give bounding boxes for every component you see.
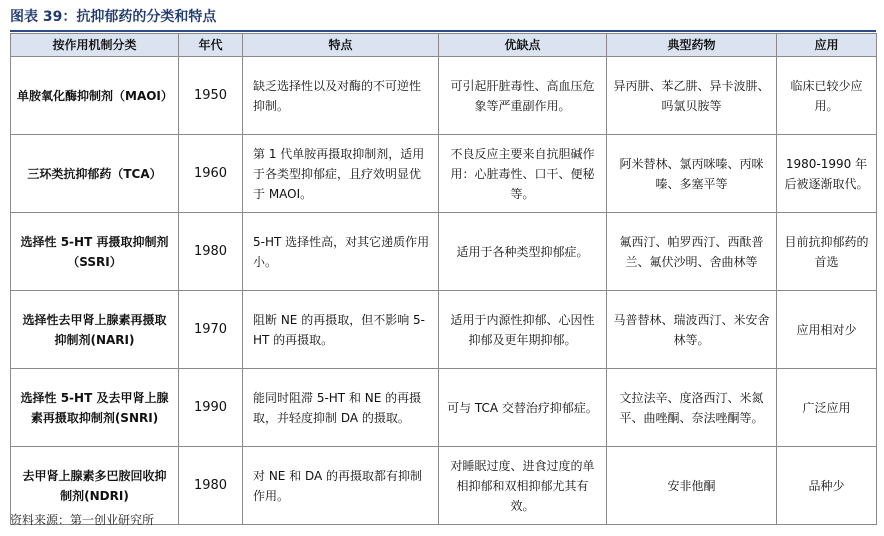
column-header: 年代 bbox=[179, 34, 243, 57]
figure-title: 图表 39：抗抑郁药的分类和特点 bbox=[10, 9, 217, 25]
application-cell: 目前抗抑郁药的首选 bbox=[777, 213, 877, 291]
category-cell: 三环类抗抑郁药（TCA） bbox=[11, 135, 179, 213]
drugs-cell: 阿米替林、氯丙咪嗪、丙咪嗪、多塞平等 bbox=[607, 135, 777, 213]
source-note: 资料来源：第一创业研究所 bbox=[10, 513, 155, 527]
table-row bbox=[11, 291, 877, 369]
drugs-cell: 氟西汀、帕罗西汀、西酞普兰、氟伏沙明、舍曲林等 bbox=[607, 213, 777, 291]
application-cell: 1980-1990 年后被逐渐取代。 bbox=[777, 135, 877, 213]
year-cell: 1970 bbox=[179, 291, 243, 369]
table-row bbox=[11, 57, 877, 135]
application-cell: 应用相对少 bbox=[777, 291, 877, 369]
application-cell: 广泛应用 bbox=[777, 369, 877, 447]
antidepressant-table bbox=[10, 33, 877, 525]
year-cell: 1980 bbox=[179, 447, 243, 525]
category-cell: 选择性 5-HT 及去甲肾上腺素再摄取抑制剂(SNRI) bbox=[11, 369, 179, 447]
category-cell: 选择性 5-HT 再摄取抑制剂（SSRI） bbox=[11, 213, 179, 291]
year-cell: 1980 bbox=[179, 213, 243, 291]
year-cell: 1990 bbox=[179, 369, 243, 447]
year-cell: 1950 bbox=[179, 57, 243, 135]
table-row bbox=[11, 213, 877, 291]
drugs-cell: 文拉法辛、度洛西汀、米氮平、曲唑酮、奈法唑酮等。 bbox=[607, 369, 777, 447]
title-rule bbox=[10, 30, 876, 32]
pros-cons-cell: 不良反应主要来自抗胆碱作用：心脏毒性、口干、便秘等。 bbox=[439, 135, 607, 213]
pros-cons-cell: 可与 TCA 交替治疗抑郁症。 bbox=[439, 369, 607, 447]
drugs-cell: 安非他酮 bbox=[607, 447, 777, 525]
traits-cell: 阻断 NE 的再摄取，但不影响 5-HT 的再摄取。 bbox=[243, 291, 439, 369]
column-header: 应用 bbox=[777, 34, 877, 57]
traits-cell: 对 NE 和 DA 的再摄取都有抑制作用。 bbox=[243, 447, 439, 525]
table-row bbox=[11, 135, 877, 213]
column-header: 典型药物 bbox=[607, 34, 777, 57]
category-cell: 去甲肾上腺素多巴胺回收抑制剂(NDRI) bbox=[11, 447, 179, 525]
header-row bbox=[11, 34, 877, 57]
year-cell: 1960 bbox=[179, 135, 243, 213]
column-header: 特点 bbox=[243, 34, 439, 57]
column-header: 按作用机制分类 bbox=[11, 34, 179, 57]
drugs-cell: 马普替林、瑞波西汀、米安舍林等。 bbox=[607, 291, 777, 369]
drugs-cell: 异丙肼、苯乙肼、异卡波肼、吗氯贝胺等 bbox=[607, 57, 777, 135]
column-header: 优缺点 bbox=[439, 34, 607, 57]
pros-cons-cell: 可引起肝脏毒性、高血压危象等严重副作用。 bbox=[439, 57, 607, 135]
table-row bbox=[11, 369, 877, 447]
category-cell: 选择性去甲肾上腺素再摄取抑制剂(NARI) bbox=[11, 291, 179, 369]
pros-cons-cell: 适用于各种类型抑郁症。 bbox=[439, 213, 607, 291]
pros-cons-cell: 适用于内源性抑郁、心因性抑郁及更年期抑郁。 bbox=[439, 291, 607, 369]
application-cell: 临床已较少应用。 bbox=[777, 57, 877, 135]
traits-cell: 能同时阻滞 5-HT 和 NE 的再摄取，并轻度抑制 DA 的摄取。 bbox=[243, 369, 439, 447]
traits-cell: 5-HT 选择性高，对其它递质作用小。 bbox=[243, 213, 439, 291]
application-cell: 品种少 bbox=[777, 447, 877, 525]
traits-cell: 第 1 代单胺再摄取抑制剂，适用于各类型抑郁症，且疗效明显优于 MAOI。 bbox=[243, 135, 439, 213]
category-cell: 单胺氧化酶抑制剂（MAOI） bbox=[11, 57, 179, 135]
traits-cell: 缺乏选择性以及对酶的不可逆性抑制。 bbox=[243, 57, 439, 135]
pros-cons-cell: 对睡眠过度、进食过度的单相抑郁和双相抑郁尤其有效。 bbox=[439, 447, 607, 525]
